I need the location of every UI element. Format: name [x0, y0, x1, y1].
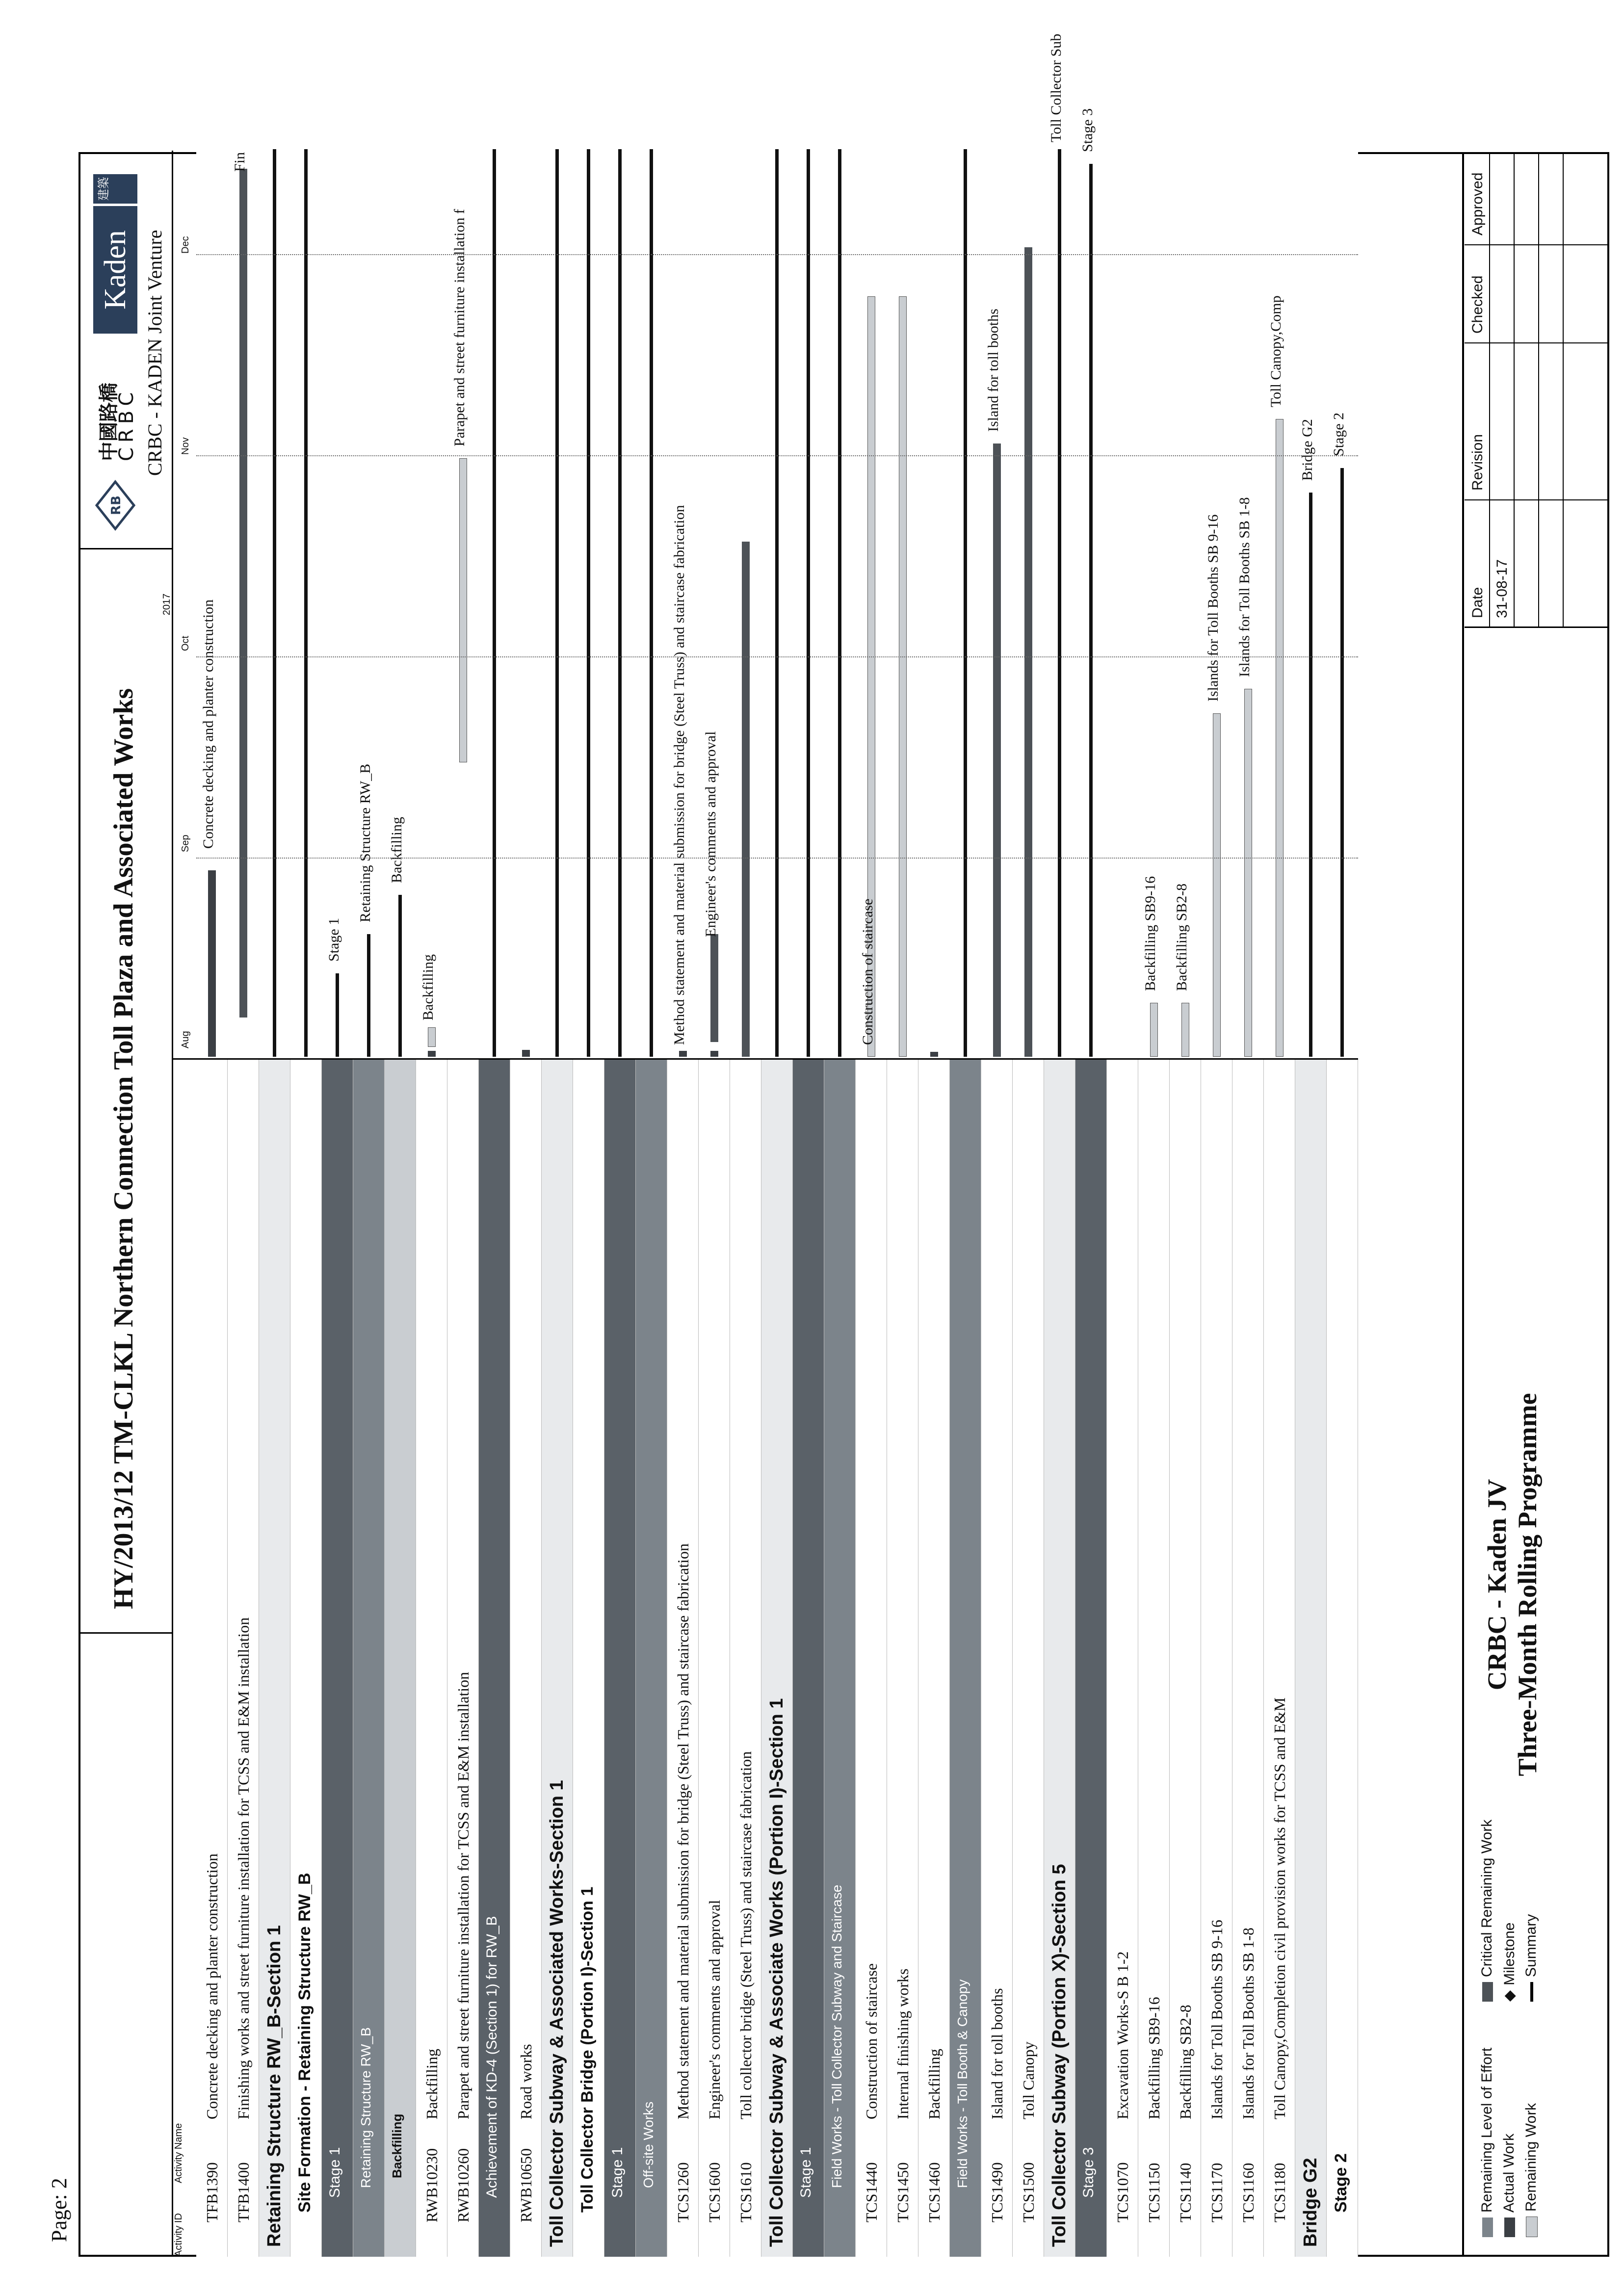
project-title: HY/2013/12 TM-CLKL Northern Connection Toll Plaza and Associated Works: [108, 688, 139, 1609]
month-aug: Aug: [180, 1031, 191, 1048]
activity-name: Bridge G2: [1300, 2158, 1321, 2247]
timeline-cell: [918, 151, 950, 1060]
rev-checked-header: Checked: [1469, 275, 1486, 334]
activity-name: Backfilling: [925, 2049, 943, 2119]
year-label: 2017: [161, 593, 172, 616]
legend-summary-label: Summary: [1523, 1914, 1539, 1977]
gantt-bar: [428, 1051, 436, 1057]
legend-milestone-label: Milestone: [1501, 1922, 1518, 1985]
gantt-bar: [899, 296, 907, 1057]
kaden-chinese-mark: 建築: [93, 174, 137, 204]
bar-label: Method statement and material submission for bridge (Steel Truss) and staircase fabrication: [671, 505, 687, 1045]
timeline-cell: [510, 151, 542, 1060]
activity-row[interactable]: [730, 152, 761, 2257]
gantt-bar: [964, 149, 967, 1057]
month-gridline: [196, 254, 1358, 255]
legend-remaining-work: [1523, 2103, 1540, 2237]
summary-icon: [1530, 1982, 1533, 2002]
activity-id: TCS1610: [737, 2162, 755, 2222]
activity-row[interactable]: [196, 152, 228, 2257]
gantt-bar: [493, 149, 496, 1057]
gantt-bar: [742, 542, 750, 1057]
activity-name: Toll Collector Subway & Associated Works-Section 1: [547, 1780, 567, 2247]
footer-programme: Three-Month Rolling Programme: [1513, 1393, 1542, 1776]
activity-name: Finishing works and street furniture installation for TCSS and E&M installation: [235, 1617, 252, 2119]
gantt-bar: [1244, 689, 1252, 1057]
company-branding: [88, 167, 167, 530]
month-gridline: [196, 656, 1358, 657]
crbc-chinese-name: 中國路橋: [98, 383, 120, 461]
activity-id: TCS1460: [925, 2162, 943, 2222]
activity-name: Field Works - Toll Collector Subway and Staircase: [829, 1884, 844, 2188]
svg-text:RB: RB: [109, 496, 124, 515]
activity-id: TFB1400: [235, 2162, 252, 2222]
bar-label: Stage 3: [1079, 108, 1096, 152]
activity-row[interactable]: [699, 152, 730, 2257]
activity-row[interactable]: [918, 152, 950, 2257]
activity-id: TCS1150: [1145, 2163, 1163, 2222]
activity-name: Stage 3: [1080, 2147, 1097, 2198]
gantt-bar: [993, 444, 1001, 1057]
gantt-bar: [930, 1052, 938, 1057]
bar-label: Island for toll booths: [985, 309, 1001, 432]
activity-id: TCS1070: [1114, 2162, 1131, 2222]
gantt-bar: [1024, 247, 1032, 1057]
bar-label: Retaining Structure RW_B: [357, 763, 373, 922]
footer-company: CRBC - Kaden JV: [1482, 1479, 1512, 1691]
gantt-bar: [336, 973, 339, 1057]
activity-row[interactable]: [1138, 152, 1170, 2257]
month-sep: Sep: [180, 835, 191, 852]
activity-id: TCS1450: [894, 2162, 912, 2222]
activity-name: Stage 2: [1332, 2153, 1350, 2213]
gantt-bar: [710, 1051, 718, 1057]
gantt-bar: [650, 149, 653, 1057]
activity-row[interactable]: [1170, 152, 1201, 2257]
activity-id: TCS1600: [706, 2162, 723, 2222]
bar-label: Parapet and street furniture installation f: [451, 209, 468, 446]
bar-label: Concrete decking and planter construction: [200, 599, 216, 849]
gantt-bar: [710, 934, 718, 1042]
rev-revision-header: Revision: [1469, 434, 1486, 491]
legend-critical-work-label: Critical Remaining Work: [1479, 1819, 1495, 1977]
legend-actual-work: [1501, 2134, 1518, 2237]
activity-id: TCS1260: [674, 2162, 692, 2222]
bar-label: Toll Collector Sub: [1048, 33, 1064, 142]
activity-name: Stage 1: [609, 2147, 626, 2198]
gantt-bar: [679, 1051, 687, 1057]
bar-label: Construction of staircase: [860, 898, 876, 1045]
activity-name: Toll Collector Subway & Associate Works (Portion I)-Section 1: [766, 1698, 787, 2247]
footer-title: [1482, 1364, 1543, 1805]
gantt-bar: [1150, 1003, 1158, 1057]
wbs-row[interactable]: [322, 152, 353, 2257]
bar-label: Islands for Toll Booths SB 9-16: [1205, 514, 1221, 702]
legend-remaining-loe: [1479, 2048, 1495, 2237]
activity-name: Backfilling: [390, 2113, 404, 2178]
activity-row[interactable]: [1201, 152, 1232, 2257]
gantt-bar: [1089, 164, 1093, 1057]
activity-name: Backfilling SB2-8: [1177, 2005, 1194, 2119]
bar-label: Backfilling: [420, 954, 436, 1020]
timeline-cell: [353, 151, 385, 1060]
activity-id: TCS1440: [863, 2162, 880, 2222]
bar-label: Backfilling SB9-16: [1142, 876, 1158, 991]
activity-row[interactable]: [1232, 152, 1264, 2257]
legend-summary: [1523, 1914, 1540, 2002]
activity-name-header: [172, 1060, 198, 2183]
legend-milestone: [1501, 1923, 1518, 2002]
gantt-bar: [587, 149, 590, 1057]
activity-name: Parapet and street furniture installation for TCSS and E&M installation: [454, 1671, 472, 2119]
activity-name: Toll collector bridge (Steel Truss) and staircase fabrication: [737, 1751, 755, 2119]
wbs-row[interactable]: [385, 152, 416, 2257]
activity-row[interactable]: [416, 152, 447, 2257]
activity-id: TCS1160: [1239, 2163, 1257, 2222]
bar-label: Bridge G2: [1299, 419, 1315, 481]
rev-approved-header: Approved: [1469, 172, 1486, 235]
activity-name: Method statement and material submission for bridge (Steel Truss) and staircase fabrication: [674, 1543, 692, 2119]
gantt-bar: [555, 149, 559, 1057]
header-divider: [79, 1632, 172, 1634]
activity-name: Toll Collector Subway (Portion X)-Section 5: [1049, 1864, 1070, 2247]
crbc-name: CRBC: [115, 387, 138, 461]
activity-name: Backfilling SB9-16: [1145, 1997, 1163, 2119]
activity-row[interactable]: [667, 152, 699, 2257]
activity-name-header-label: Activity Name: [173, 2123, 184, 2183]
month-gridline: [196, 455, 1358, 456]
gantt-bar: [1181, 1003, 1189, 1057]
activity-name: Concrete decking and planter construction: [203, 1853, 221, 2119]
activity-id: TFB1390: [203, 2162, 221, 2222]
page-label: Page: 2: [47, 2178, 71, 2242]
month-gridline: [196, 858, 1358, 859]
activity-name: Excavation Works-S B 1-2: [1114, 1951, 1131, 2119]
activity-name: Islands for Toll Booths SB 1-8: [1239, 1928, 1257, 2119]
activity-name: Retaining Structure RW_B-Section 1: [264, 1925, 285, 2247]
legend-remaining-work-label: Remaining Work: [1523, 2103, 1539, 2212]
rev-date-header: Date: [1469, 587, 1486, 618]
month-oct: Oct: [180, 635, 191, 651]
gantt-bar: [1058, 149, 1061, 1057]
gantt-bar: [522, 1050, 530, 1057]
activity-row[interactable]: [510, 152, 542, 2257]
activity-name: Construction of staircase: [863, 1963, 880, 2119]
bar-label: Backfilling SB2-8: [1174, 883, 1190, 991]
activity-name: Achievement of KD-4 (Section 1) for RW_B: [484, 1916, 500, 2198]
activity-name: Toll Canopy,Completion civil provision works for TCSS and E&M: [1271, 1697, 1288, 2119]
gantt-bar: [304, 149, 308, 1057]
bar-label: Backfilling: [389, 817, 405, 883]
gantt-bar: [239, 169, 247, 1018]
activity-id: RWB10230: [423, 2148, 441, 2222]
joint-venture-name: CRBC - KADEN Joint Venture: [144, 230, 166, 476]
gantt-bar: [1309, 493, 1312, 1057]
wbs-row[interactable]: [353, 152, 385, 2257]
activity-id: TCS1180: [1271, 2163, 1288, 2222]
bar-label: Toll Canopy,Comp: [1268, 295, 1284, 407]
activity-name: Island for toll booths: [988, 1988, 1006, 2119]
bar-label: Stage 2: [1331, 412, 1347, 456]
activity-name: Toll Canopy: [1020, 2041, 1037, 2119]
activity-id: TCS1140: [1177, 2163, 1194, 2222]
activity-name: Off-site Works: [641, 2101, 656, 2188]
bar-label: Fin: [232, 152, 248, 172]
activity-name: Stage 1: [798, 2147, 814, 2198]
gantt-bar: [428, 1027, 436, 1047]
gantt-bar: [398, 895, 402, 1057]
activity-name: Islands for Toll Booths SB 9-16: [1208, 1920, 1226, 2119]
activity-id: TCS1490: [988, 2162, 1006, 2222]
activity-id: TCS1170: [1208, 2163, 1226, 2222]
legend-critical-work: [1479, 1820, 1495, 2002]
activity-name: Site Formation - Retaining Structure RW_B: [295, 1873, 314, 2213]
gantt-bar: [775, 149, 779, 1057]
gantt-bar: [618, 149, 622, 1057]
gantt-bar: [367, 934, 370, 1057]
activity-row[interactable]: [1107, 152, 1138, 2257]
timeline-cell: [416, 151, 447, 1060]
bar-label: Engineer's comments and approval: [703, 731, 719, 937]
crbc-logo-icon: [96, 481, 135, 530]
activity-id: RWB10260: [454, 2148, 472, 2222]
activity-name: Road works: [517, 2044, 535, 2119]
activity-name: Stage 1: [327, 2147, 343, 2198]
activity-id: TCS1500: [1020, 2162, 1037, 2222]
gantt-bar: [838, 149, 841, 1057]
gantt-bar: [1276, 419, 1283, 1057]
activity-id-header-label: Activity ID: [173, 2213, 184, 2257]
activity-name: Backfilling: [423, 2049, 441, 2119]
activity-name: Field Works - Toll Booth & Canopy: [955, 1979, 970, 2188]
activity-name: Engineer's comments and approval: [706, 1900, 723, 2119]
gantt-bar: [459, 458, 467, 762]
rev-date-value: 31-08-17: [1494, 559, 1510, 618]
timescale-header: [161, 151, 198, 1060]
header-divider: [79, 548, 172, 549]
gantt-bar: [1213, 713, 1221, 1057]
gantt-bar: [807, 149, 810, 1057]
legend-remaining-loe-label: Remaining Level of Effort: [1479, 2047, 1495, 2213]
legend-actual-work-label: Actual Work: [1501, 2133, 1517, 2213]
activity-name: Internal finishing works: [894, 1968, 912, 2119]
month-dec: Dec: [180, 236, 191, 254]
revision-table: [1465, 152, 1609, 628]
activity-name: Toll Collector Bridge (Portion I)-Section 1: [578, 1886, 597, 2213]
gantt-bar: [1340, 468, 1344, 1057]
kaden-logo: Kaden: [93, 206, 137, 334]
activity-id: RWB10650: [517, 2148, 535, 2222]
bar-label: Islands for Toll Booths SB 1-8: [1236, 497, 1253, 677]
bar-label: Stage 1: [326, 917, 342, 962]
month-nov: Nov: [180, 437, 191, 455]
milestone-icon: ◆: [1501, 1990, 1518, 2002]
activity-name: Retaining Structure RW_B: [358, 2027, 373, 2188]
timeline-cell: [1107, 151, 1138, 1060]
activity-id-header: [172, 2183, 198, 2257]
gantt-bar: [208, 870, 216, 1057]
gantt-bar: [273, 149, 276, 1057]
